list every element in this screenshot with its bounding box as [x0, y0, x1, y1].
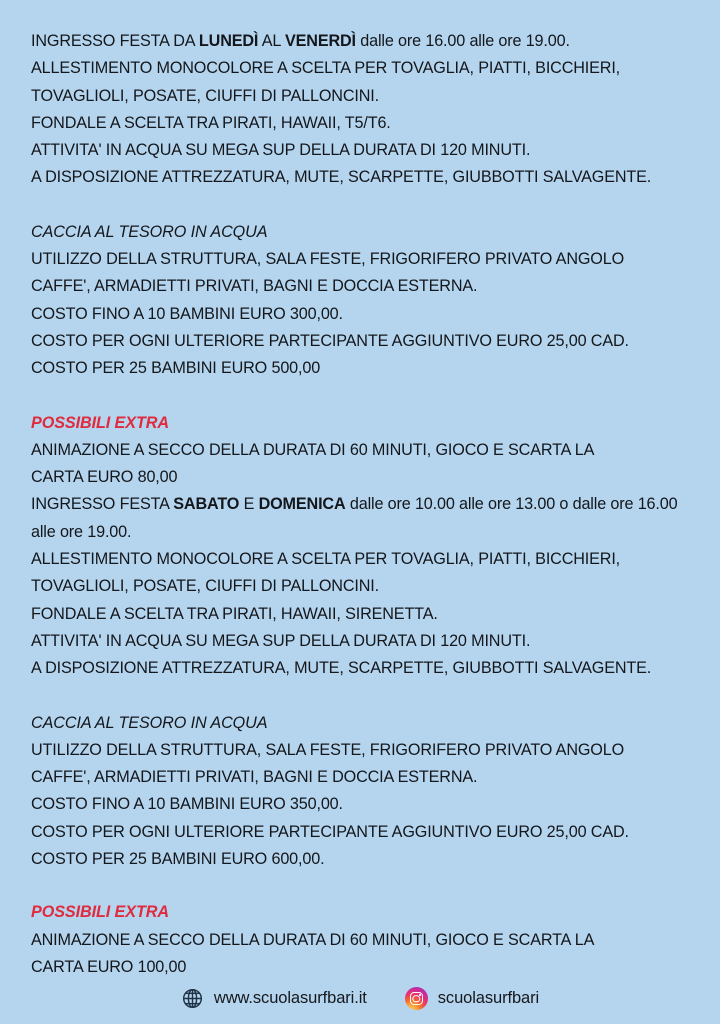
- weekday-intro-bold-lunedi: LUNEDÌ: [198, 32, 259, 50]
- spacer-weekday-1: [31, 192, 690, 219]
- weekday-line-2: TOVAGLIOLI, POSATE, CIUFFI DI PALLONCINI.: [31, 86, 379, 105]
- weekend-intro-line: [31, 491, 690, 546]
- spacer-weekend-2: [31, 873, 690, 899]
- weekend-detail-3: COSTO FINO A 10 BAMBINI EURO 350,00.: [31, 795, 343, 814]
- weekend-intro-bold-domenica: DOMENICA: [258, 495, 346, 514]
- weekend-detail-5: COSTO PER 25 BAMBINI EURO 600,00.: [31, 850, 325, 869]
- weekday-detail-1: UTILIZZO DELLA STRUTTURA, SALA FESTE, FRIGORIFERO PRIVATO ANGOLO: [31, 250, 625, 269]
- weekend-line-1: ALLESTIMENTO MONOCOLORE A SCELTA PER TOVAGLIA, PIATTI, BICCHIERI,: [31, 550, 621, 569]
- weekend-extra-line-2: CARTA EURO 100,00: [31, 957, 187, 976]
- globe-icon: [181, 987, 204, 1010]
- instagram-icon: [405, 987, 428, 1010]
- weekday-detail-2: CAFFE', ARMADIETTI PRIVATI, BAGNI E DOCCIA ESTERNA.: [31, 277, 478, 296]
- weekday-intro-suffix: dalle ore 16.00 alle ore 19.00.: [355, 32, 570, 50]
- weekday-line-5: A DISPOSIZIONE ATTREZZATURA, MUTE, SCARPETTE, GIUBBOTTI SALVAGENTE.: [31, 168, 652, 187]
- weekday-line-4: ATTIVITA' IN ACQUA SU MEGA SUP DELLA DURATA DI 120 MINUTI.: [31, 141, 531, 160]
- spacer-weekday-2: [31, 383, 690, 410]
- weekend-detail-1: UTILIZZO DELLA STRUTTURA, SALA FESTE, FRIGORIFERO PRIVATO ANGOLO: [31, 740, 625, 759]
- weekend-line-3: FONDALE A SCELTA TRA PIRATI, HAWAII, SIRENETTA.: [31, 604, 438, 623]
- weekend-intro-mid: E: [239, 495, 259, 514]
- weekend-section: [31, 491, 690, 981]
- weekday-intro-prefix: INGRESSO FESTA DA: [31, 32, 199, 50]
- website-contact[interactable]: [181, 987, 367, 1010]
- weekend-intro-suffix: dalle ore 10.00 alle ore 13.00 o dalle ore 16.00 alle ore 19.00.: [31, 495, 678, 541]
- weekend-line-5: A DISPOSIZIONE ATTREZZATURA, MUTE, SCARPETTE, GIUBBOTTI SALVAGENTE.: [31, 659, 652, 678]
- weekend-treasure-heading: CACCIA AL TESORO IN ACQUA: [31, 713, 268, 732]
- weekend-detail-2: CAFFE', ARMADIETTI PRIVATI, BAGNI E DOCCIA ESTERNA.: [31, 768, 478, 787]
- weekday-detail-3: COSTO FINO A 10 BAMBINI EURO 300,00.: [31, 304, 343, 323]
- spacer-weekend-1: [31, 683, 690, 710]
- weekday-detail-4: COSTO PER OGNI ULTERIORE PARTECIPANTE AGGIUNTIVO EURO 25,00 CAD.: [31, 331, 629, 350]
- weekend-detail-4: COSTO PER OGNI ULTERIORE PARTECIPANTE AGGIUNTIVO EURO 25,00 CAD.: [31, 822, 629, 841]
- weekend-line-4: ATTIVITA' IN ACQUA SU MEGA SUP DELLA DURATA DI 120 MINUTI.: [31, 631, 531, 650]
- weekday-line-1: ALLESTIMENTO MONOCOLORE A SCELTA PER TOVAGLIA, PIATTI, BICCHIERI,: [31, 59, 621, 78]
- weekday-intro-line: [31, 28, 690, 55]
- weekend-intro-bold-sabato: SABATO: [173, 495, 240, 514]
- weekday-extra-line-1: ANIMAZIONE A SECCO DELLA DURATA DI 60 MINUTI, GIOCO E SCARTA LA: [31, 440, 595, 459]
- weekend-intro-prefix: INGRESSO FESTA: [31, 495, 174, 514]
- instagram-label: scuolasurfbari: [437, 989, 540, 1008]
- instagram-contact[interactable]: [405, 987, 539, 1010]
- weekend-extra-heading: POSSIBILI EXTRA: [31, 903, 169, 922]
- weekend-extra-line-1: ANIMAZIONE A SECCO DELLA DURATA DI 60 MINUTI, GIOCO E SCARTA LA: [31, 930, 595, 949]
- website-label: www.scuolasurfbari.it: [213, 989, 367, 1008]
- footer-contacts: [0, 987, 720, 1010]
- weekday-treasure-heading: CACCIA AL TESORO IN ACQUA: [31, 222, 268, 241]
- instagram-camera-glyph: [410, 992, 423, 1005]
- weekday-extra-heading: POSSIBILI EXTRA: [31, 413, 169, 432]
- weekday-intro-mid: AL: [258, 32, 285, 50]
- weekend-line-2: TOVAGLIOLI, POSATE, CIUFFI DI PALLONCINI.: [31, 577, 379, 596]
- weekday-detail-5: COSTO PER 25 BAMBINI EURO 500,00: [31, 359, 321, 378]
- weekday-line-3: FONDALE A SCELTA TRA PIRATI, HAWAII, T5/T6.: [31, 113, 391, 132]
- weekday-section: [31, 28, 690, 491]
- weekday-extra-line-2: CARTA EURO 80,00: [31, 468, 178, 487]
- weekday-intro-bold-venerdi: VENERDÌ: [284, 32, 356, 50]
